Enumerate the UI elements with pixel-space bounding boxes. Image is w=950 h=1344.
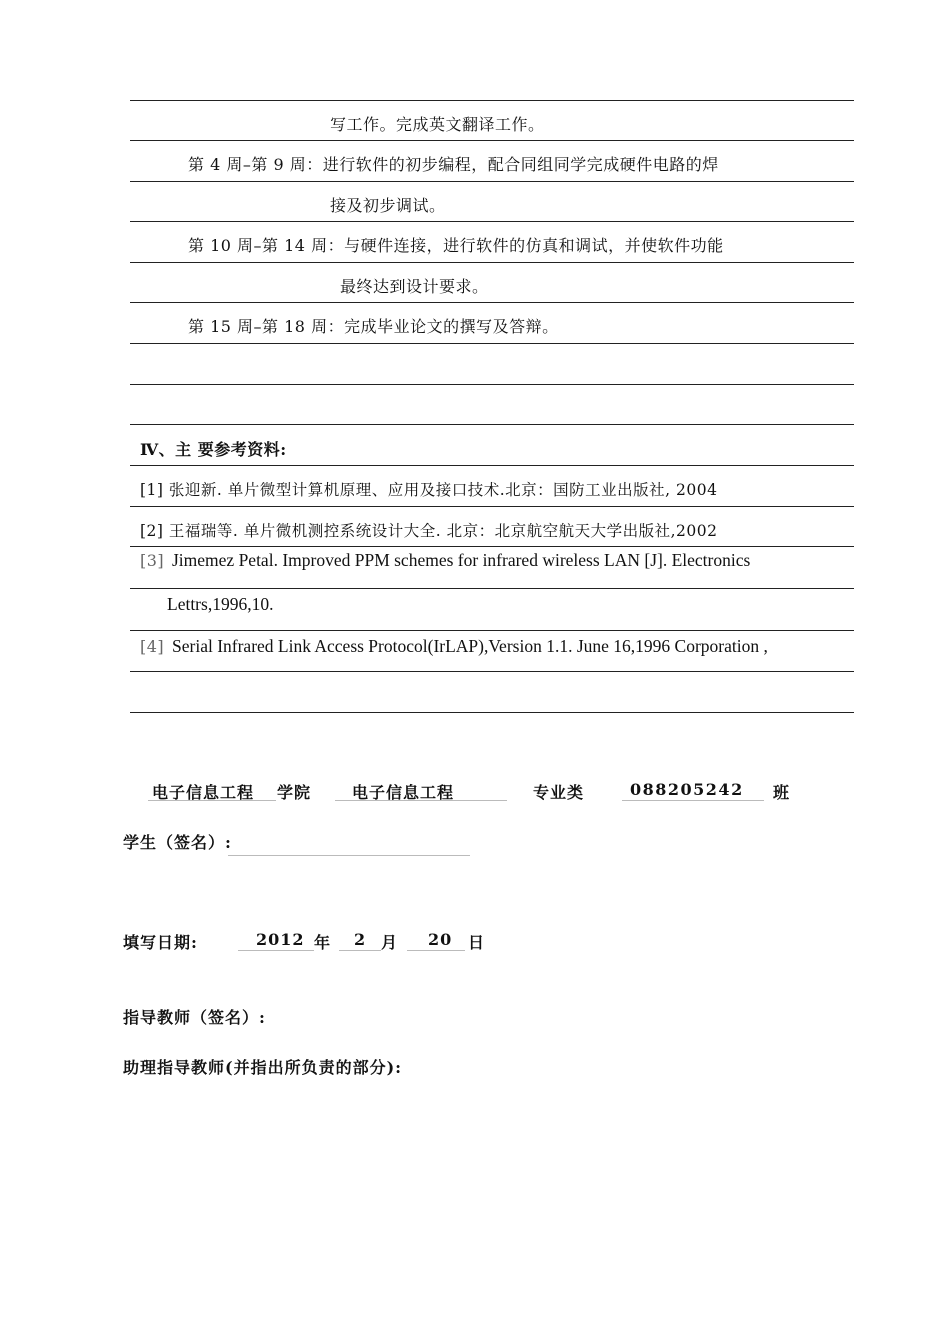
references-heading: Ⅳ、主 要参考资料:	[140, 440, 287, 459]
reference-1: [1] 张迎新. 单片微型计算机原理、应用及接口技术.北京：国防工业出版社, 2004	[140, 481, 718, 499]
table-rule	[130, 588, 854, 589]
table-rule	[130, 424, 854, 425]
table-rule	[130, 712, 854, 713]
student-signature-line[interactable]	[228, 855, 470, 856]
table-rule	[130, 302, 854, 303]
table-rule	[130, 630, 854, 631]
day-label: 日	[468, 933, 486, 952]
table-rule	[130, 343, 854, 344]
schedule-line-1: 写工作。完成英文翻译工作。	[330, 115, 545, 134]
major-value: 电子信息工程	[352, 783, 455, 802]
table-rule	[130, 465, 854, 466]
advisor-signature-label: 指导教师（签名）:	[123, 1008, 266, 1027]
major-underline	[335, 800, 507, 801]
schedule-line-5: 最终达到设计要求。	[340, 277, 489, 296]
table-rule	[130, 181, 854, 182]
date-day: 20	[428, 930, 453, 949]
table-rule	[130, 546, 854, 547]
table-rule	[130, 384, 854, 385]
schedule-line-2: 第 4 周–第 9 周：进行软件的初步编程，配合同组同学完成硬件电路的焊	[188, 155, 719, 174]
reference-3-line-2: Lettrs,1996,10.	[167, 594, 274, 614]
year-label: 年	[314, 933, 332, 952]
class-value: 088205242	[630, 780, 744, 799]
month-label: 月	[381, 933, 399, 952]
day-underline	[407, 950, 465, 951]
reference-4-number: [4]	[140, 637, 165, 656]
table-rule	[130, 262, 854, 263]
year-underline	[238, 950, 314, 951]
schedule-line-6: 第 15 周–第 18 周：完成毕业论文的撰写及答辩。	[188, 317, 559, 336]
date-year: 2012	[256, 930, 305, 949]
reference-3-number: [3]	[140, 551, 165, 570]
reference-2: [2] 王福瑞等. 单片微机测控系统设计大全. 北京：北京航空航天大学出版社,2002	[140, 522, 718, 540]
college-underline	[148, 800, 276, 801]
schedule-line-3: 接及初步调试。	[330, 196, 446, 215]
table-rule	[130, 221, 854, 222]
reference-3-line-1: Jimemez Petal. Improved PPM schemes for infrared wireless LAN [J]. Electronics	[172, 550, 751, 570]
assistant-advisor-label: 助理指导教师(并指出所负责的部分):	[123, 1058, 403, 1077]
table-rule	[130, 140, 854, 141]
month-underline	[339, 950, 381, 951]
class-underline	[622, 800, 764, 801]
table-rule	[130, 100, 854, 101]
major-label: 专业类	[533, 783, 585, 802]
table-rule	[130, 671, 854, 672]
class-label: 班	[773, 783, 791, 802]
college-label: 学院	[277, 783, 312, 802]
student-signature-label: 学生（签名）:	[123, 833, 232, 852]
reference-4: Serial Infrared Link Access Protocol(IrLAP),Version 1.1. June 16,1996 Corporation ,	[172, 636, 768, 656]
college-value: 电子信息工程	[152, 783, 255, 802]
date-month: 2	[354, 930, 367, 949]
table-rule	[130, 506, 854, 507]
date-label: 填写日期:	[123, 933, 198, 952]
schedule-line-4: 第 10 周–第 14 周：与硬件连接，进行软件的仿真和调试，并使软件功能	[188, 236, 724, 255]
